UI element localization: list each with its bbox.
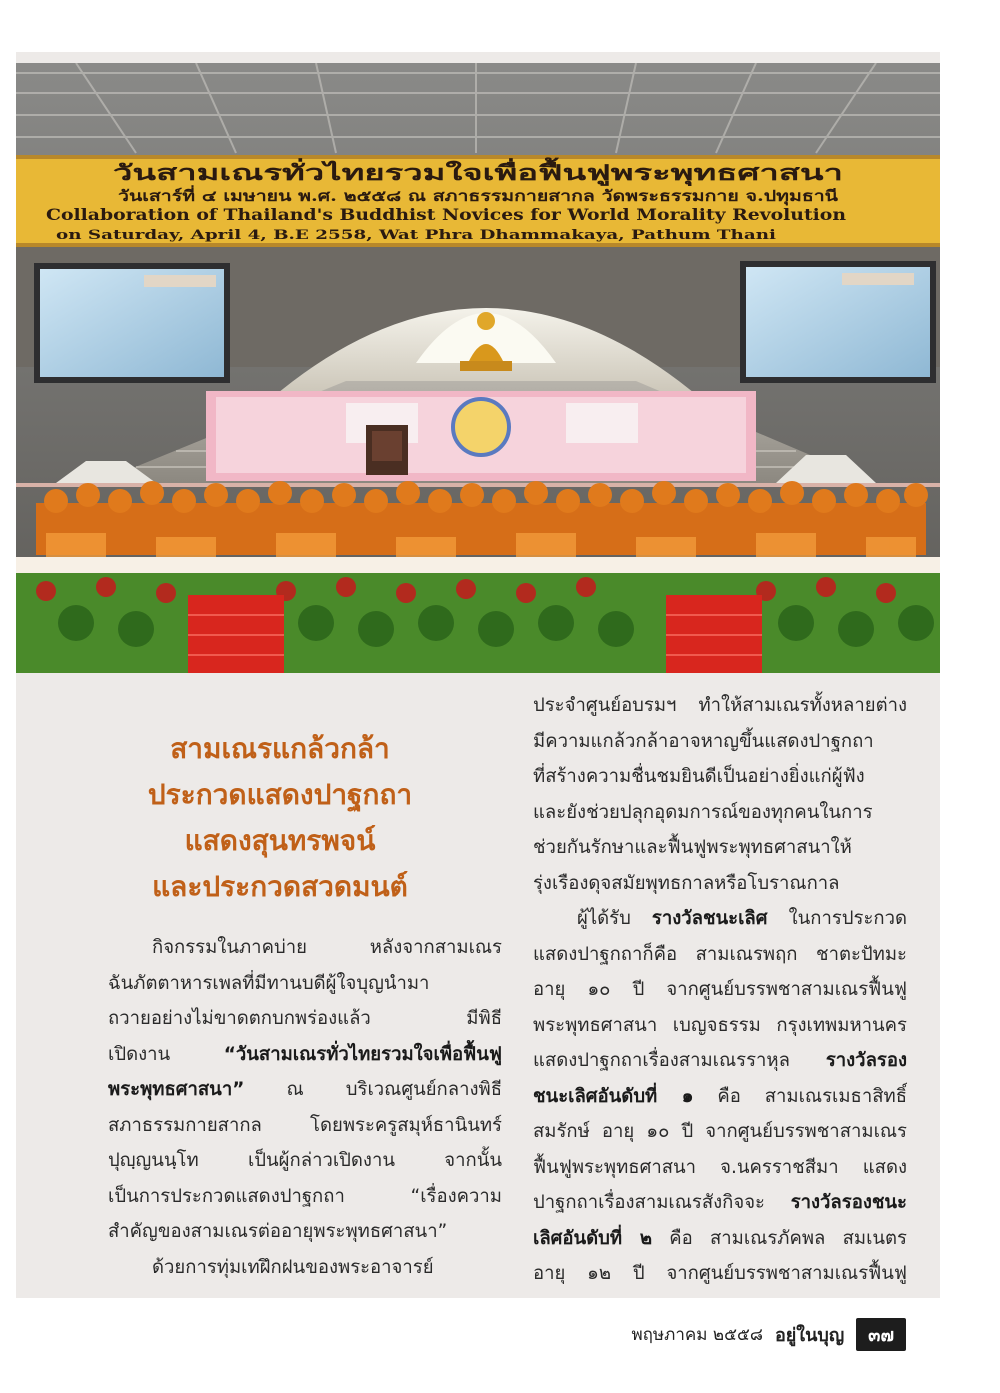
left-line-3: ถวายอย่างไม่ขาดตกบกพร่องแล้ว มีพิธี [108, 1008, 502, 1029]
page-footer [631, 1318, 906, 1350]
right-line-3: ที่สร้างความชื่นชมยินดีเป็นอย่างยิ่งแก่ผู้ฟัง [533, 766, 865, 787]
article-title [60, 726, 500, 910]
left-red-stairs [188, 595, 284, 673]
title-line-2: ประกวดแสดงปาฐกถา [147, 778, 413, 811]
left-screen [34, 263, 230, 383]
right-line-5: ช่วยกันรักษาและฟื้นฟูพระพุทธศาสนาให้ [533, 837, 852, 858]
right-red-stairs [666, 595, 762, 673]
right-line-14: ฟื้นฟูพระพุทธศาสนา จ.นครราชสีมา แสดง [533, 1156, 907, 1178]
title-line-4: และประกวดสวดมนต์ [152, 870, 408, 903]
left-line-9: สำคัญของสามเณรต่ออายุพระพุทธศาสนา” [108, 1221, 448, 1242]
right-line-2: มีความแกล้วกล้าอาจหาญขึ้นแสดงปาฐกถา [533, 730, 874, 752]
right-line-10: พระพุทธศาสนา เบญจธรรม กรุงเทพมหานคร [533, 1014, 907, 1036]
right-line-9: อายุ ๑๐ ปี จากศูนย์บรรพชาสามเณรฟื้นฟู [533, 979, 907, 1000]
left-line-6: สภาธรรมกายสากล โดยพระครูสมุห์ธานินทร์ [108, 1114, 502, 1136]
title-line-1: สามเณรแกล้วกล้า [170, 732, 390, 765]
left-line-10: ด้วยการทุ่มเทฝึกฝนของพระอาจารย์ [152, 1256, 434, 1278]
left-line-7: ปุญฺญนนฺโท เป็นผู้กล่าวเปิดงาน จากนั้น [108, 1150, 502, 1171]
footer-date: พฤษภาคม ๒๕๕๘ [631, 1324, 763, 1345]
footer-magazine-name: อยู่ในบุญ [774, 1324, 845, 1346]
right-column-text [533, 688, 907, 1292]
right-line-6: รุ่งเรืองดุจสมัยพุทธกาลหรือโบราณกาล [533, 872, 840, 894]
ceremony-photo [16, 63, 940, 673]
page-number: ๓๗ [856, 1318, 906, 1351]
left-column-text [108, 930, 502, 1285]
banner-line-1: วันสามเณรทั่วไทยรวมใจเพื่อฟื้นฟูพระพุทธศาสนา [113, 160, 557, 185]
right-line-16: เลิศอันดับที่ ๒ คือ สามเณรภัคพล สมเนตร [533, 1227, 907, 1249]
banner-line-4: on Saturday, April 4, B.E 2558, Wat Phra Dhammakaya, Pathum Thani [56, 228, 777, 243]
right-screen [740, 261, 936, 383]
title-line-3: แสดงสุนทรพจน์ [184, 824, 376, 857]
right-line-7: ผู้ได้รับ รางวัลชนะเลิศ ในการประกวด [577, 908, 907, 929]
left-line-4: เปิดงาน “วันสามเณรทั่วไทยรวมใจเพื่อฟื้นฟู [108, 1043, 502, 1065]
right-line-1: ประจำศูนย์อบรมฯ ทำให้สามเณรทั้งหลายต่าง [533, 695, 907, 716]
right-line-4: และยังช่วยปลุกอุดมการณ์ของทุกคนในการ [533, 801, 873, 823]
left-line-1: กิจกรรมในภาคบ่าย หลังจากสามเณร [152, 937, 502, 958]
right-line-8: แสดงปาฐกถาก็คือ สามเณรพฤก ชาตะปัทมะ [533, 943, 907, 965]
right-line-11: แสดงปาฐกถาเรื่องสามเณรราหุล รางวัลรอง [533, 1050, 907, 1071]
right-line-17: อายุ ๑๒ ปี จากศูนย์บรรพชาสามเณรฟื้นฟู [533, 1263, 907, 1284]
right-line-15: ปาฐกถาเรื่องสามเณรสังกิจจะ รางวัลรองชนะ [533, 1192, 907, 1213]
left-line-5: พระพุทธศาสนา” ณ บริเวณศูนย์กลางพิธี [108, 1079, 502, 1100]
right-line-13: สมรักษ์ อายุ ๑๐ ปี จากศูนย์บรรพชาสามเณร [533, 1121, 907, 1142]
banner-line-2: วันเสาร์ที่ ๔ เมษายน พ.ศ. ๒๕๕๘ ณ สภาธรรมกายสากล วัดพระธรรมกาย จ.ปทุมธานี [118, 187, 673, 205]
banner-line-3: Collaboration of Thailand's Buddhist Novices for World Morality Revolution [46, 205, 847, 224]
right-line-12: ชนะเลิศอันดับที่ ๑ คือ สามเณรเมธาสิทธิ์ [533, 1085, 907, 1107]
left-line-8: เป็นการประกวดแสดงปาฐกถา “เรื่องความ [108, 1185, 502, 1207]
left-line-2: ฉันภัตตาหารเพลที่มีทานบดีผู้ใจบุญนำมา [108, 972, 430, 994]
